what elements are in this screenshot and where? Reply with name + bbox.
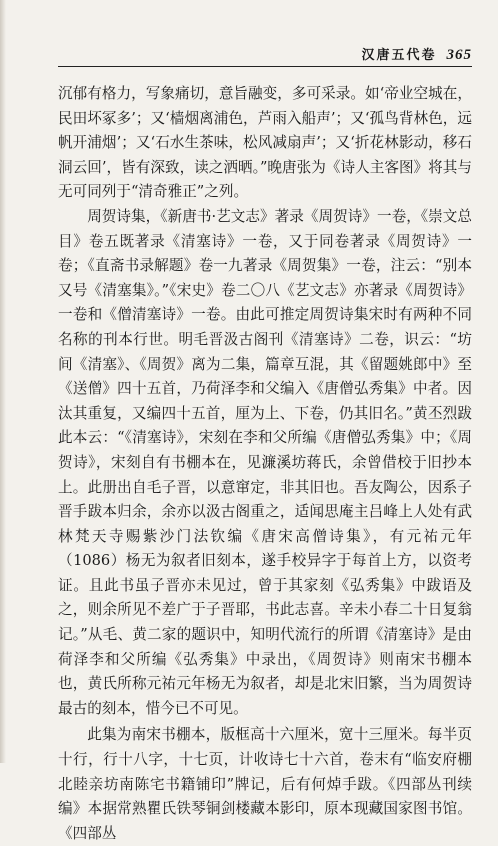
paragraph-edition-description: 此集为南宋书棚本，版框高十六厘米，宽十三厘米。每半页十行，行十八字，十七页，计收诗七十六首，卷末有“临安府棚北睦亲坊南陈宅书籍铺印”牌记，后有何焯手跋。《四部丛刊续编》本据常熟瞿氏铁琴铜剑楼藏本影印，原本现藏国家图书馆。《四部丛 (58, 726, 472, 842)
header-rule (58, 66, 472, 67)
running-header (361, 44, 472, 64)
page-number: 365 (446, 47, 472, 63)
paragraph-zhouhe-collection: 周贺诗集，《新唐书·艺文志》著录《周贺诗》一卷，《崇文总目》卷五既著录《清塞诗》一卷，又于同卷著录《周贺诗》一卷；《直斋书录解题》卷一九著录《周贺集》一卷，注云：“别本又号《清塞集》。”《宋史》卷二〇八《艺文志》亦著录《周贺诗》一卷和《僧清塞诗》一卷。由此可推定周贺诗集宋时有两种不同名称的刊本行世。明毛晋汲古阁刊《清塞诗》二卷，识云：“坊间《清塞》、《周贺》离为二集，篇章互混，其《留题姚郎中》至《送僧》四十五首，乃荷泽李和父编入《唐僧弘秀集》中者。因汰其重复，又编四十五首，厘为上、下卷，仍其旧名。”黄丕烈跋此本云：“《清塞诗》，宋刻在李和父所编《唐僧弘秀集》中；《周贺诗》，宋刻自有书棚本在，见濂溪坊蒋氏，余曾借校于旧抄本上。此册出自毛子晋，以意窜定，非其旧也。吾友陶公，因系子晋手跋本归余，余亦以汲古阁重之，适闻思庵主吕峰上人处有武林梵天寺赐紫沙门法钦编《唐宋高僧诗集》，有元祐元年（1086）杨无为叙者旧刻本，遂手校异字于每首上方，以资考证。且此书虽子晋亦未见过，曾于其家刻《弘秀集》中跋语及之，则余所见不差广于子晋耶，书此志喜。辛未小春二十日复翁记。”从毛、黄二家的题识中，知明代流行的所谓《清塞诗》是由荷泽李和父所编《弘秀集》中录出，《周贺诗》则南宋书棚本也，黄氏所称元祐元年杨无为叙者，却是北宋旧繁，当为周贺诗最古的刻本，惜今已不可见。 (58, 207, 472, 717)
book-title: 汉唐五代卷 (361, 48, 437, 63)
paragraph-continued: 沉郁有格力，写象痛切，意旨融变，多可采录。如‘帝业空城在，民田坏冢多’；又‘樯烟离浦色，芦雨入船声’；又‘孤鸟背林色，远帆开浦烟’；又‘石水生茶味，松风减扇声’；又‘折花林影动，移石洞云回’，皆有深致，读之洒晒。”晚唐张为《诗人主客图》将其与无可同列于“清奇雅正”之列。 (58, 85, 472, 201)
page-body (58, 82, 472, 846)
page-binding-edge (0, 0, 6, 763)
